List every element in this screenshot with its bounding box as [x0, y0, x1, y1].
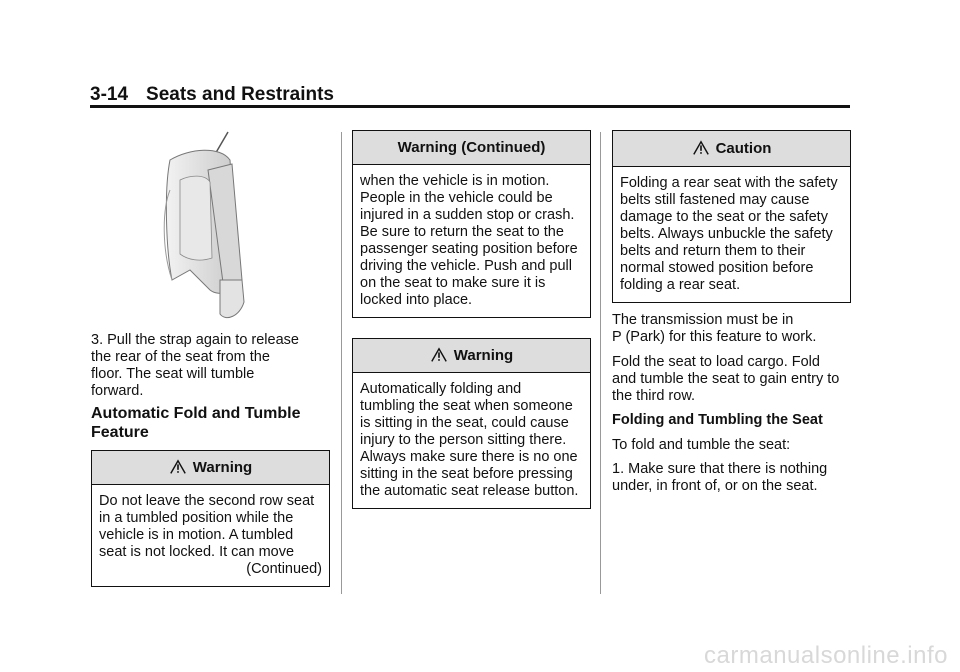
transmission-paragraph: The transmission must be in P (Park) for this feature to work.: [612, 312, 817, 345]
continued-label: (Continued): [246, 561, 322, 577]
section-title: Seats and Restraints: [146, 84, 334, 105]
caution-box-body: Folding a rear seat with the safety belts still fastened may cause damage to the seat or the safety belts. Always unbuckle the safety belts and return them to their normal stowed position before folding a rear seat.: [620, 175, 838, 293]
automatic-fold-heading: Automatic Fold and Tumble Feature: [91, 405, 301, 441]
caution-box-header: [613, 131, 850, 167]
column-divider-1: [341, 132, 342, 594]
page-number: 3-14: [90, 84, 129, 105]
warning-continued-header: [353, 131, 590, 165]
warning-box-1-title: Warning: [192, 459, 253, 476]
fold-tumble-intro: To fold and tumble the seat:: [612, 437, 791, 453]
column-divider-2: [600, 132, 601, 594]
caution-box-title: Caution: [715, 140, 772, 157]
warning-box-1-header: [92, 451, 329, 485]
folded-seat-illustration: [150, 130, 260, 325]
warning-box-2-body: Automatically folding and tumbling the seat when someone is sitting in the seat, could cause injury to the person sitting there. Always make sure there is no one sitting in the seat before pressing the automatic seat release button.: [360, 381, 579, 499]
warning-icon: [430, 347, 448, 365]
step-1-text: 1. Make sure that there is nothing under, in front of, or on the seat.: [612, 461, 828, 494]
warning-box-2: [352, 338, 591, 509]
warning-continued-body: when the vehicle is in motion. People in the vehicle could be injured in a sudden stop or crash. Be sure to return the seat to the passenger seating position before driving the vehicle. Push and pull on the seat to make sure it is locked into place.: [360, 173, 578, 308]
warning-box-1: [91, 450, 330, 587]
warning-icon: [169, 459, 187, 477]
page-header: [90, 84, 334, 106]
warning-continued-box: [352, 130, 591, 318]
caution-box: [612, 130, 851, 303]
caution-icon: [692, 140, 710, 158]
header-rule: [90, 105, 850, 108]
warning-box-1-text: Do not leave the second row seat in a tumbled position while the vehicle is in motion. A tumbled seat is not locked. It can move: [99, 493, 315, 560]
warning-box-2-header: [353, 339, 590, 373]
watermark: carmanualsonline.info: [704, 642, 948, 669]
warning-continued-title: Warning (Continued): [397, 139, 546, 156]
warning-box-1-body: [92, 485, 329, 586]
step-3-text: 3. Pull the strap again to release the rear of the seat from the floor. The seat will tumble forward.: [91, 332, 299, 399]
folding-tumbling-subheading: Folding and Tumbling the Seat: [612, 412, 823, 428]
warning-box-2-title: Warning: [453, 347, 514, 364]
fold-paragraph: Fold the seat to load cargo. Fold and tumble the seat to gain entry to the third row.: [612, 354, 840, 404]
